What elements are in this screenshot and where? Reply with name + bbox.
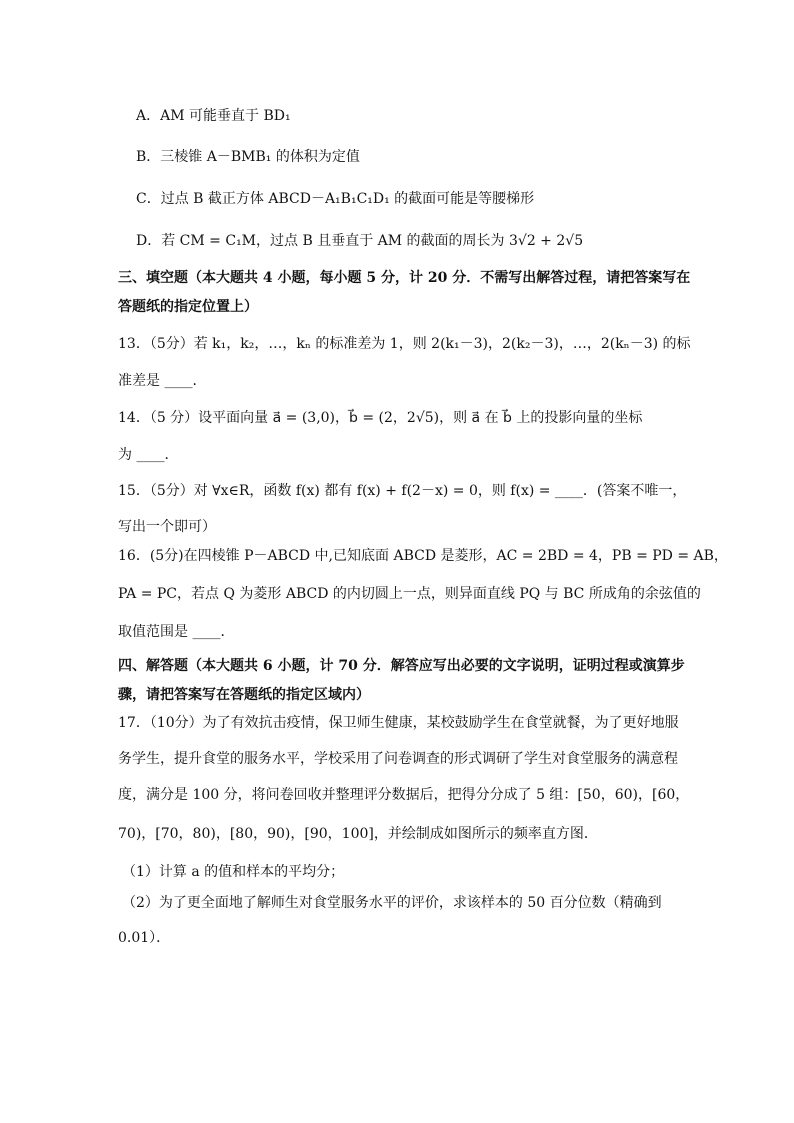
- q14-text-cont: 为 ____．: [118, 447, 179, 463]
- q16-text-cont2: 取值范围是 ____．: [118, 624, 235, 640]
- section4-heading-cont: 骤，请把答案写在答题纸的指定区域内）: [118, 687, 370, 703]
- q17-part1: （1）计算 a 的值和样本的平均分；: [122, 864, 345, 880]
- q14-text: 14．（5 分）设平面向量 a⃗ = (3,0)，b⃗ = (2，2√5)，则 a⃗ 在 b⃗ 上的投影向量的坐标: [118, 410, 643, 426]
- q17-text-cont2: 度，满分是 100 分，将问卷回收并整理评分数据后，把得分分成了 5 组：[50，60)，[60，: [118, 787, 690, 803]
- q13-text: 13．（5分）若 k₁，k₂，…，kₙ 的标准差为 1，则 2(k₁－3)，2(k₂－3)，…，2(kₙ－3) 的标: [118, 336, 691, 352]
- q15-text: 15．（5分）对 ∀x∈R，函数 f(x) 都有 f(x) + f(2－x) = 0，则 f(x) = ____．(答案不唯一，: [118, 483, 687, 499]
- option-c: C．过点 B 截正方体 ABCD－A₁B₁C₁D₁ 的截面可能是等腰梯形: [136, 191, 535, 207]
- q15-text-cont: 写出一个即可）: [118, 519, 216, 535]
- q16-text-cont1: PA = PC，若点 Q 为菱形 ABCD 的内切圆上一点，则异面直线 PQ 与 BC 所成角的余弦值的: [118, 586, 701, 602]
- q16-text: 16．(5分)在四棱锥 P－ABCD 中,已知底面 ABCD 是菱形，AC = 2BD = 4，PB = PD = AB，: [118, 548, 728, 564]
- section4-heading: 四、解答题（本大题共 6 小题，计 70 分．解答应写出必要的文字说明，证明过程或演算步: [118, 658, 685, 674]
- q17-text-cont1: 务学生，提升食堂的服务水平，学校采用了问卷调查的形式调研了学生对食堂服务的满意程: [118, 751, 678, 767]
- section3-heading-cont: 答题纸的指定位置上）: [118, 299, 258, 315]
- q17-part2-cont: 0.01）．: [118, 930, 171, 946]
- option-b: B．三棱锥 A－BMB₁ 的体积为定值: [136, 149, 360, 165]
- section3-heading: 三、填空题（本大题共 4 小题，每小题 5 分，计 20 分．不需写出解答过程，请把答案写在: [118, 270, 691, 286]
- q13-text-cont: 准差是 ____．: [118, 373, 207, 389]
- option-d: D．若 CM = C₁M，过点 B 且垂直于 AM 的截面的周长为 3√2 + 2√5: [136, 233, 584, 249]
- q17-text: 17．（10分）为了有效抗击疫情，保卫师生健康，某校鼓励学生在食堂就餐，为了更好地服: [118, 715, 679, 731]
- q17-text-cont3: 70)，[70，80)，[80，90)，[90，100]，并绘制成如图所示的频率直方图．: [118, 826, 598, 842]
- option-a: A．AM 可能垂直于 BD₁: [136, 108, 291, 124]
- q17-part2: （2）为了更全面地了解师生对食堂服务水平的评价，求该样本的 50 百分位数（精确到: [122, 895, 662, 911]
